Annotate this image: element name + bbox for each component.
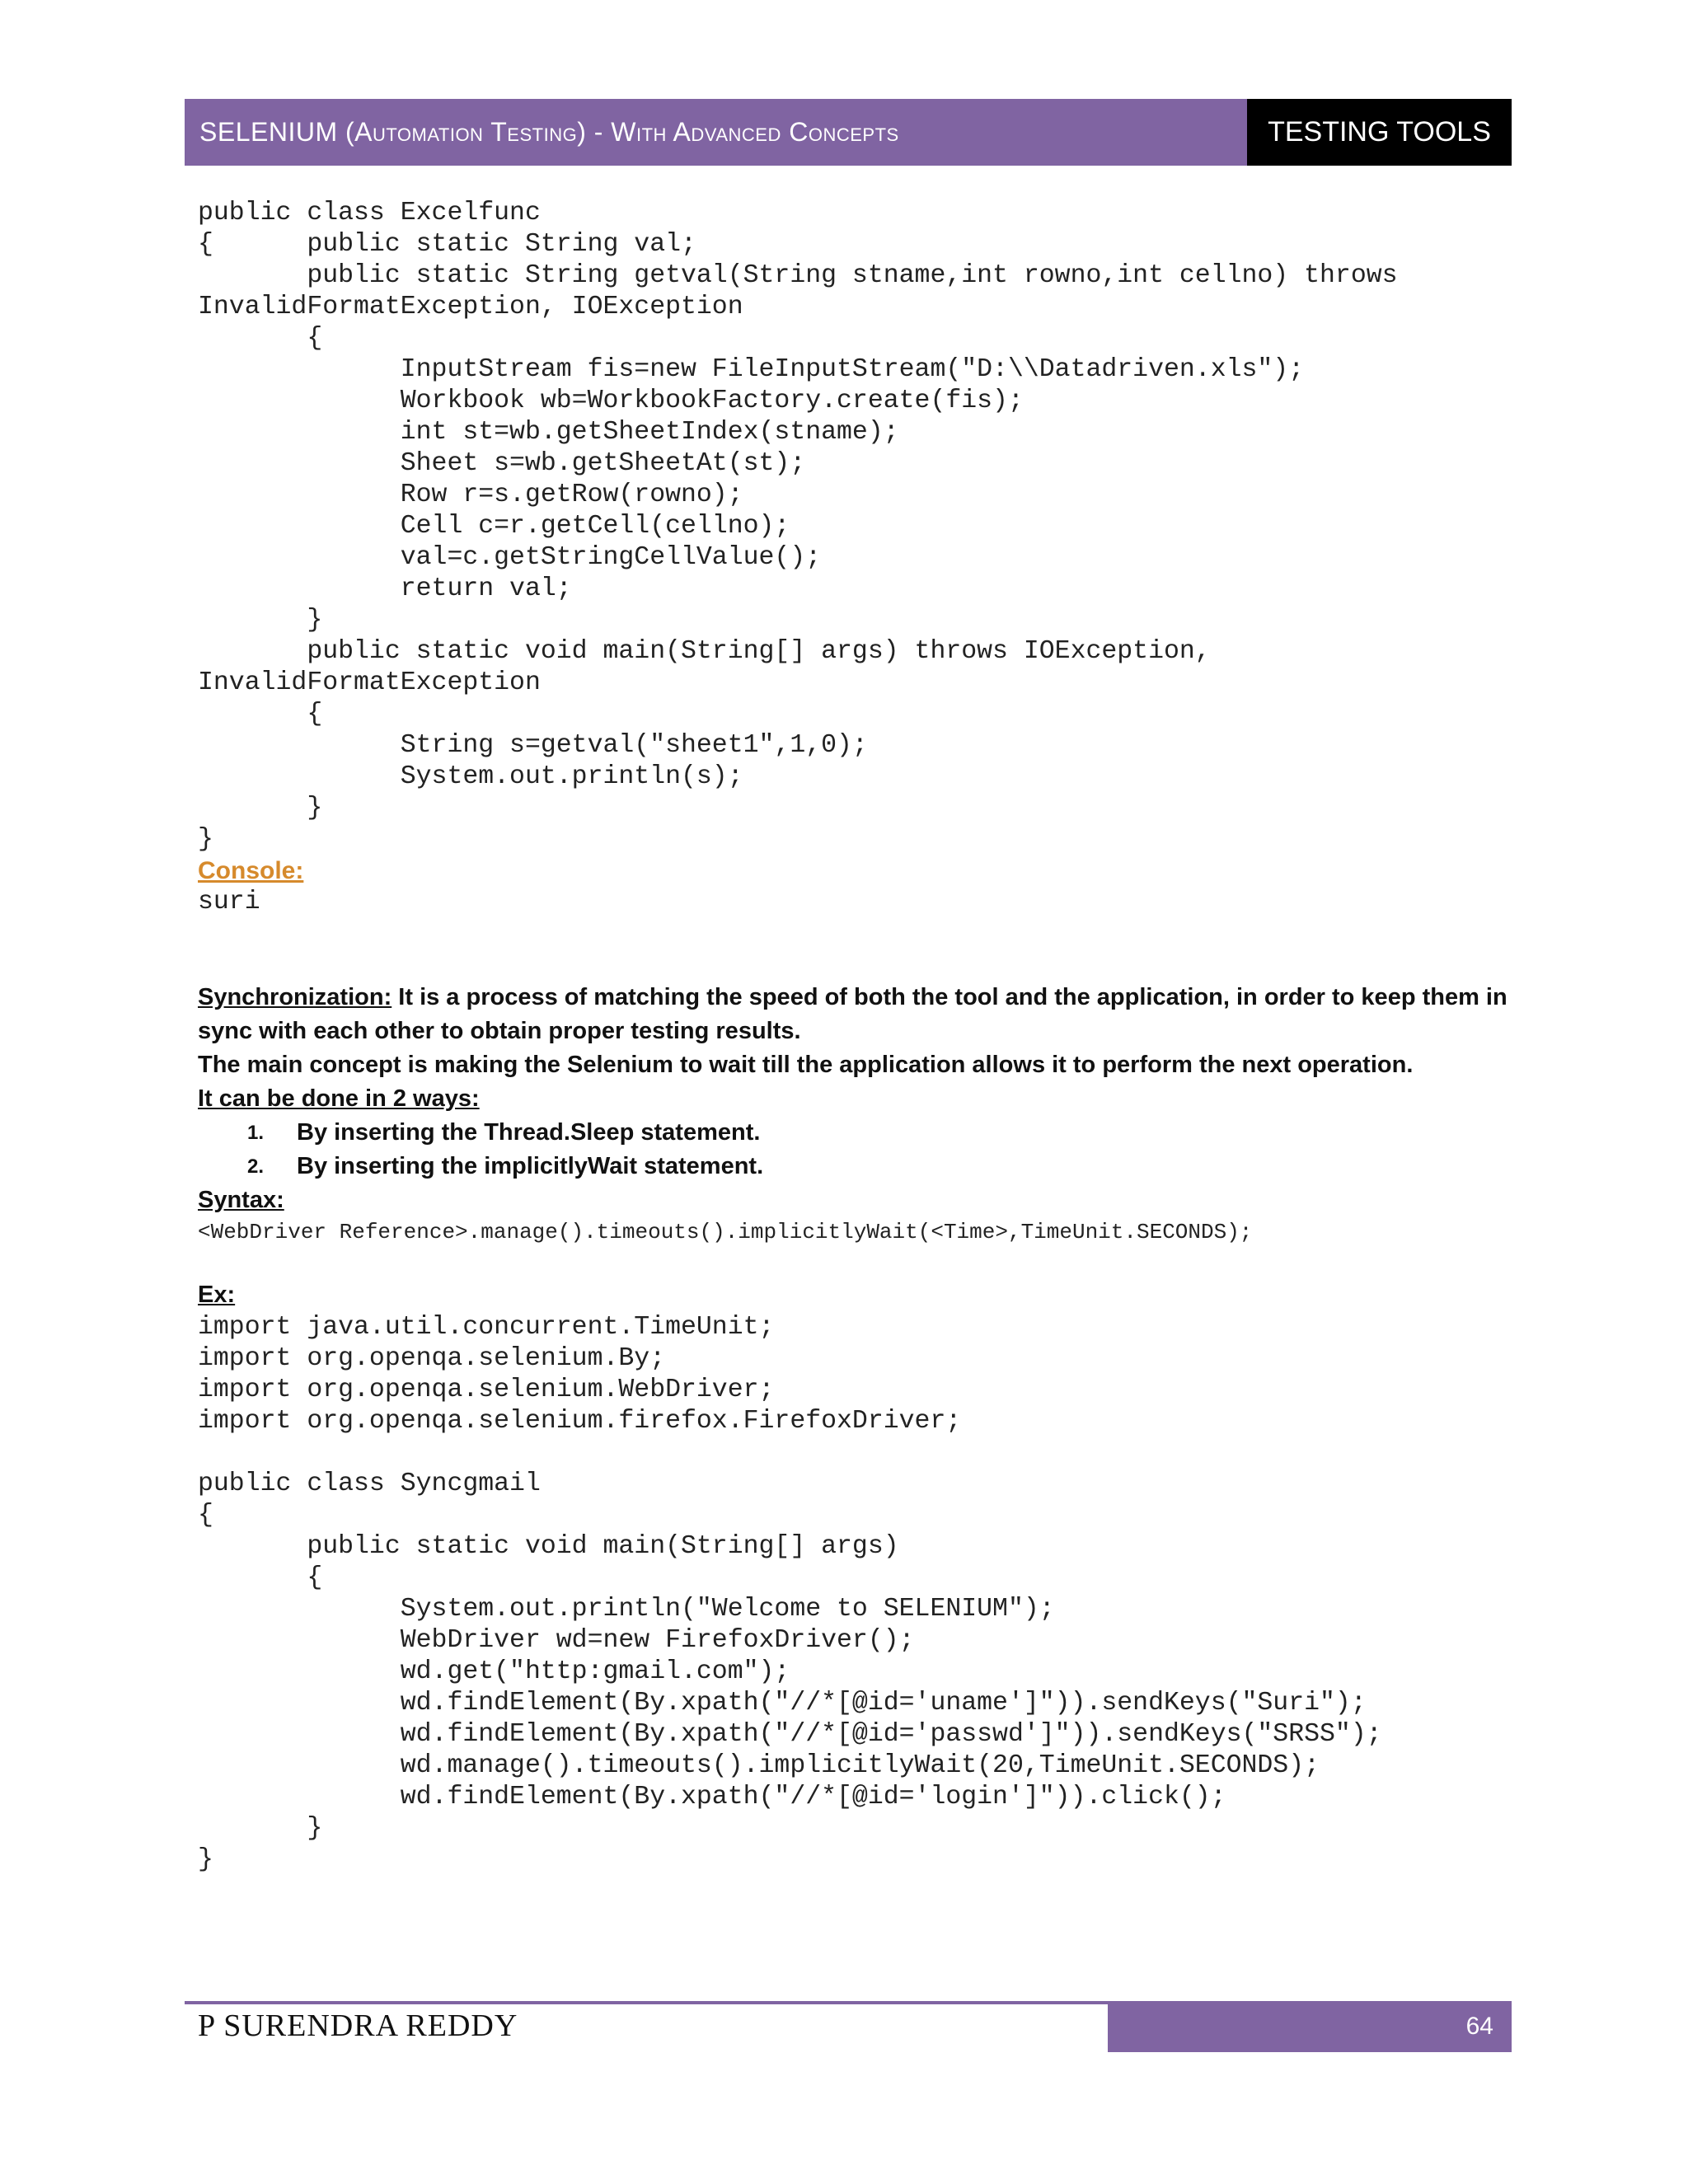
ways-heading: It can be done in 2 ways:	[198, 1085, 480, 1112]
example-code-block: import java.util.concurrent.TimeUnit; import org.openqa.selenium.By; import org.openqa.selenium.WebDriver; import org.openqa.selenium.firefox.FirefoxDriver; public class Syncgmail { public static void main(String[] args) { System.out.println("Welcome to SELENIUM"); WebDriver wd=new FirefoxDriver(); wd.get("http:gmail.com"); wd.findElement(By.xpath("//*[@id='uname']")).sendKeys("Suri"); wd.findElement(By.xpath("//*[@id='passwd']")).sendKeys("SRSS"); wd.manage().timeouts().implicitlyWait(20,TimeUnit.SECONDS); wd.findElement(By.xpath("//*[@id='login']")).click(); } }	[198, 1313, 1382, 1874]
list-number: 2.	[247, 1155, 265, 1178]
syntax-code: <WebDriver Reference>.manage().timeouts().implicitlyWait(<Time>,TimeUnit.SECONDS);	[198, 1220, 1253, 1244]
sync-paragraph	[198, 981, 1508, 1048]
example-heading: Ex:	[198, 1282, 236, 1308]
syntax-heading: Syntax:	[198, 1187, 284, 1213]
spacer	[198, 1247, 1508, 1278]
list-item	[198, 1116, 1508, 1150]
ways-list	[198, 1116, 1508, 1183]
console-output: suri	[198, 888, 260, 916]
sync-heading: Synchronization:	[198, 984, 392, 1010]
header-section: TESTING TOOLS	[1247, 99, 1512, 166]
page-header	[185, 99, 1512, 166]
sync-text: It is a process of matching the speed of both the tool and the application, in order to keep them in sync with each other to obtain proper testing results.	[198, 984, 1507, 1044]
spacer	[198, 918, 1508, 949]
list-number: 1.	[247, 1122, 265, 1144]
footer-author: P SURENDRA REDDY	[198, 2008, 518, 2043]
spacer	[198, 949, 1508, 981]
list-text: By inserting the Thread.Sleep statement.	[297, 1119, 761, 1146]
page-content	[198, 198, 1508, 1876]
console-label: Console:	[198, 857, 304, 884]
header-title: SELENIUM (Automation Testing) - With Advanced Concepts	[185, 99, 1247, 166]
list-item	[198, 1150, 1508, 1183]
list-text: By inserting the implicitlyWait statement.	[297, 1153, 764, 1179]
sync-main-concept: The main concept is making the Selenium to wait till the application allows it to perform the next operation.	[198, 1052, 1414, 1078]
page-number: 64	[1108, 2001, 1512, 2052]
excel-code-block: public class Excelfunc { public static String val; public static String getval(String stname,int rowno,int cellno) throws InvalidFormatException, IOException { InputStream fis=new FileInputStream("D:\\Datadriven.xls"); Workbook wb=WorkbookFactory.create(fis); int st=wb.getSheetIndex(stname); Sheet s=wb.getSheetAt(st); Row r=s.getRow(rowno); Cell c=r.getCell(cellno); val=c.getStringCellValue(); return val; } public static void main(String[] args) throws IOException, InvalidFormatException { String s=getval("sheet1",1,0); System.out.println(s); } }	[198, 199, 1398, 854]
